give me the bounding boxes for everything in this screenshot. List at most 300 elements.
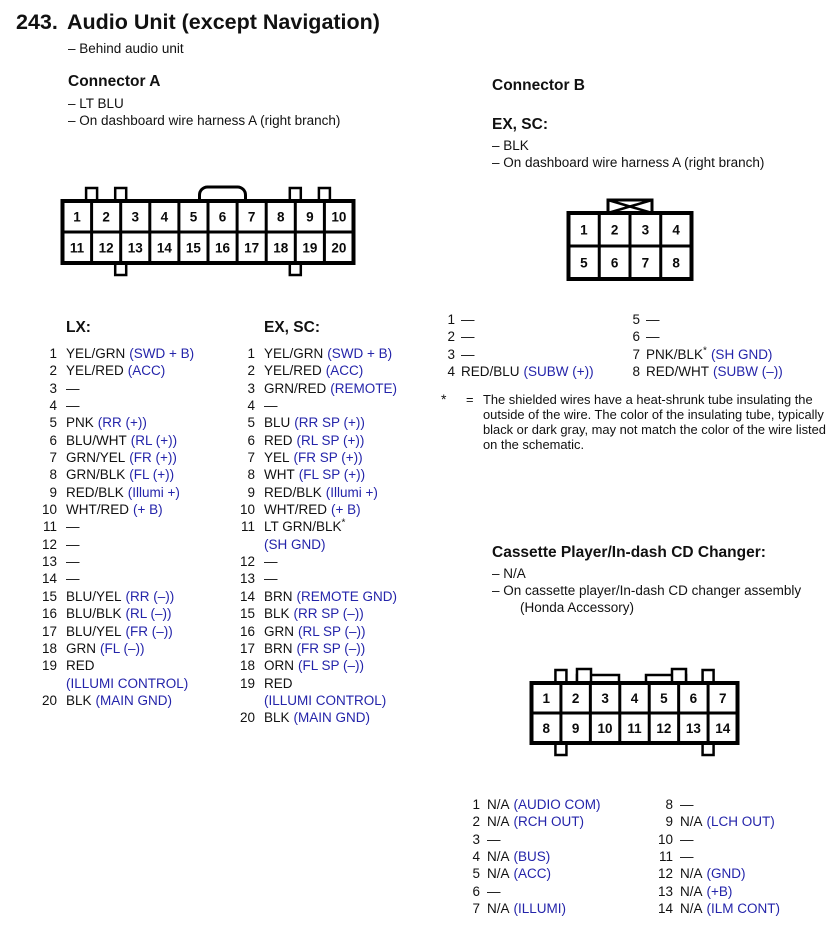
pin-wire-color: BLK	[66, 692, 92, 708]
pin-wire-color: RED	[264, 675, 293, 691]
pin-wire-color: PNK	[66, 415, 94, 431]
connector-a-notes	[68, 95, 340, 129]
pin-signal: (+ B)	[331, 502, 361, 518]
pin-row-1	[446, 311, 594, 328]
pin-cavity-16: 16	[215, 240, 231, 256]
pin-cavity-14: 14	[156, 240, 172, 256]
pin-number: 10	[42, 502, 58, 518]
pin-number: 3	[49, 380, 57, 396]
pin-number: 8	[665, 797, 673, 812]
pin-wire-color: —	[66, 398, 80, 414]
pin-number: 5	[632, 312, 640, 327]
pin-number: 1	[49, 346, 57, 361]
pin-wire-color: —	[461, 346, 475, 362]
cassette-pins-right	[651, 796, 780, 917]
pin-wire-color: PNK/BLK	[646, 346, 704, 362]
pin-cavity-13: 13	[685, 720, 701, 736]
pin-signal: (RL (+))	[130, 432, 178, 448]
pin-wire-color: YEL/RED	[264, 363, 322, 379]
pin-signal: (RL SP (+))	[296, 432, 365, 448]
pin-number: 2	[49, 363, 57, 379]
pin-wire-color: BRN	[264, 640, 293, 656]
pin-cavity-6: 6	[218, 209, 227, 225]
pin-number: 4	[472, 849, 480, 865]
pin-wire-color: BLU/YEL	[66, 623, 122, 639]
pin-wire-color: GRN/RED	[264, 380, 327, 396]
pin-cavity-6: 6	[610, 255, 619, 271]
pin-signal: (ILLUMI)	[513, 901, 567, 917]
connector-b-trim-heading: EX, SC:	[492, 116, 548, 133]
pin-cavity-9: 9	[306, 209, 314, 225]
lx-heading: LX:	[66, 319, 91, 336]
pin-wire-color: N/A	[680, 883, 703, 899]
connector-a-note-color: – LT BLU	[68, 96, 124, 111]
pin-number: 3	[447, 346, 455, 362]
connector-b-left-rows	[446, 311, 594, 380]
pin-signal: (LCH OUT)	[706, 814, 775, 830]
pin-number: 14	[240, 588, 256, 604]
pin-number: 17	[42, 623, 58, 639]
pin-cavity-15: 15	[185, 240, 201, 256]
footnote-equals: =	[466, 392, 474, 407]
pin-signal: (FL (+))	[129, 467, 175, 483]
pin-signal: (RR (+))	[97, 415, 147, 431]
connector-a-note-location: – On dashboard wire harness A (right branch)	[68, 113, 341, 128]
pin-cavity-4: 4	[160, 209, 169, 225]
pin-row-8	[240, 466, 397, 483]
pin-wire-color: RED/WHT	[646, 364, 709, 380]
pin-row-4	[42, 397, 194, 414]
pin-signal: (FL (–))	[100, 640, 145, 656]
pin-cavity-4: 4	[672, 222, 680, 238]
pin-cavity-3: 3	[131, 209, 140, 225]
pin-cavity-3: 3	[601, 690, 609, 706]
pin-wire-color: WHT/RED	[66, 502, 129, 518]
pin-signal: (ACC)	[127, 363, 166, 379]
pin-signal: (Illumi +)	[325, 484, 378, 500]
pin-wire-color: —	[66, 554, 80, 570]
pin-number: 17	[240, 640, 256, 656]
pin-wire-color: YEL	[264, 450, 290, 466]
cassette-note-accessory: (Honda Accessory)	[520, 600, 635, 615]
pin-row-3	[240, 380, 397, 397]
cassette-notes	[492, 565, 801, 616]
pin-wire-color: —	[461, 312, 475, 327]
pin-number: 6	[247, 432, 255, 448]
pin-row-7	[458, 900, 601, 917]
connector-b-pins-right	[631, 311, 783, 380]
pin-cavity-1: 1	[542, 690, 550, 706]
pin-signal: (FR (+))	[129, 450, 177, 466]
pin-number: 8	[247, 467, 255, 483]
pin-wire-color: N/A	[680, 901, 703, 917]
pin-number: 12	[657, 866, 673, 882]
pin-number: 11	[658, 849, 673, 865]
pin-wire-color: N/A	[487, 866, 510, 882]
pin-row-10	[651, 831, 780, 848]
connector-a-lx-list	[42, 318, 194, 709]
pin-row-14	[240, 588, 397, 605]
pin-signal: (FR (–))	[125, 623, 173, 639]
pin-signal: (BUS)	[513, 849, 551, 865]
pin-wire-color: RED/BLK	[264, 484, 322, 500]
pin-cavity-14: 14	[715, 720, 731, 736]
pin-cavity-12: 12	[656, 720, 672, 736]
pin-wire-color: BLU/WHT	[66, 432, 127, 448]
pin-wire-color: GRN/BLK	[66, 467, 126, 483]
pin-row-6	[631, 328, 783, 345]
pin-signal: (MAIN GND)	[293, 710, 371, 726]
pin-wire-color: —	[66, 519, 80, 535]
pin-row-17	[240, 640, 397, 657]
pin-cavity-12: 12	[98, 240, 114, 256]
pin-number: 13	[657, 883, 673, 899]
pin-wire-color: —	[680, 831, 694, 847]
pin-row-4	[458, 848, 601, 865]
pin-wire-color: —	[646, 312, 660, 327]
pin-signal: (FR SP (–))	[296, 640, 366, 656]
pin-number: 1	[247, 346, 255, 361]
pin-number: 7	[247, 450, 255, 466]
pin-signal: (FL SP (+))	[298, 467, 366, 483]
pin-cavity-2: 2	[102, 209, 110, 225]
pin-number: 2	[472, 814, 480, 830]
pin-wire-color: —	[66, 536, 80, 552]
pin-number: 9	[665, 814, 673, 830]
pin-number: 2	[247, 363, 255, 379]
pin-signal: (RL (–))	[125, 606, 172, 622]
pin-row-13	[240, 570, 397, 587]
pin-wire-color: BRN	[264, 588, 293, 604]
connector-b-diagram	[566, 196, 694, 282]
pin-wire-color: —	[487, 831, 501, 847]
shield-asterisk: *	[703, 345, 707, 357]
pin-wire-color: LT GRN/BLK	[264, 519, 342, 535]
pin-number: 5	[49, 415, 57, 431]
connector-b-right-rows	[631, 311, 783, 380]
lx-pin-rows	[42, 345, 194, 709]
pin-number: 11	[240, 519, 255, 535]
pin-row-2	[446, 328, 594, 345]
pin-number: 4	[49, 398, 57, 414]
pin-number: 3	[247, 380, 255, 396]
pin-signal: (ILM CONT)	[706, 901, 781, 917]
pin-number: 6	[49, 432, 57, 448]
pin-number: 16	[240, 623, 256, 639]
pin-row-12	[651, 865, 780, 882]
pin-number: 13	[240, 571, 256, 587]
pin-row-18	[240, 657, 397, 674]
pin-row-17	[42, 623, 194, 640]
pin-number: 1	[472, 797, 480, 812]
pin-signal: (RR (–))	[125, 588, 175, 604]
pin-cavity-7: 7	[247, 209, 256, 225]
pin-signal: (RR SP (–))	[293, 606, 364, 622]
pin-row-7	[631, 346, 783, 363]
pin-wire-color: —	[680, 849, 694, 865]
cassette-right-rows	[651, 796, 780, 917]
pin-row-1	[458, 796, 601, 813]
pin-row-3	[42, 380, 194, 397]
pin-row-5	[458, 865, 601, 882]
pin-wire-color: —	[264, 571, 278, 587]
connector-b-pins-left	[446, 311, 594, 380]
pin-row-19	[42, 657, 194, 692]
pin-cavity-8: 8	[542, 720, 550, 736]
pin-number: 20	[240, 710, 256, 726]
pin-row-2	[458, 813, 601, 830]
pin-row-11	[651, 848, 780, 865]
pin-number: 16	[42, 606, 58, 622]
pin-row-8	[651, 796, 780, 813]
pin-cavity-4: 4	[630, 690, 639, 706]
pin-row-18	[42, 640, 194, 657]
pin-row-20	[240, 709, 397, 726]
pin-cavity-5: 5	[189, 209, 198, 225]
pin-number: 12	[240, 554, 256, 570]
section-number: 243.	[16, 10, 58, 34]
page-subtitle: – Behind audio unit	[68, 41, 184, 56]
exsc-heading: EX, SC:	[264, 319, 320, 336]
pin-number: 5	[472, 866, 480, 882]
pin-wire-color: GRN	[264, 623, 294, 639]
pin-row-8	[631, 363, 783, 380]
pin-row-4	[446, 363, 594, 380]
pin-wire-color: GRN	[66, 640, 96, 656]
pin-wire-color: BLK	[264, 710, 290, 726]
connector-a-heading: Connector A	[68, 73, 161, 90]
pin-number: 4	[447, 364, 455, 380]
connector-b-note-color: – BLK	[492, 138, 529, 153]
pin-wire-color: WHT/RED	[264, 502, 327, 518]
pin-number: 6	[472, 883, 480, 899]
pin-row-5	[240, 414, 397, 431]
pin-cavity-5: 5	[580, 255, 588, 271]
cassette-note-na: – N/A	[492, 566, 526, 581]
pin-wire-color: N/A	[487, 849, 510, 865]
pin-row-10	[240, 501, 397, 518]
connector-b-notes	[492, 137, 764, 171]
pin-row-8	[42, 466, 194, 483]
cassette-connector-diagram	[529, 662, 741, 758]
connector-b-note-location: – On dashboard wire harness A (right branch)	[492, 155, 765, 170]
pin-signal: (SUBW (+))	[523, 364, 594, 380]
pin-row-15	[240, 605, 397, 622]
exsc-pin-rows	[240, 345, 397, 727]
pin-cavity-1: 1	[73, 209, 81, 225]
pin-signal: (SH GND)	[710, 346, 773, 362]
pin-row-13	[651, 883, 780, 900]
pin-wire-color: —	[264, 398, 278, 414]
pin-cavity-8: 8	[672, 255, 680, 271]
pin-row-4	[240, 397, 397, 414]
pin-row-20	[42, 692, 194, 709]
pin-wire-color: BLU/YEL	[66, 588, 122, 604]
pin-row-9	[240, 484, 397, 501]
pin-wire-color: N/A	[487, 814, 510, 830]
pin-row-1	[240, 345, 397, 362]
pin-signal: (+B)	[706, 883, 733, 899]
pin-signal: (REMOTE)	[330, 380, 398, 396]
pin-row-16	[42, 605, 194, 622]
pin-signal: (ACC)	[513, 866, 552, 882]
pin-number: 7	[632, 346, 640, 362]
pin-cavity-20: 20	[331, 240, 347, 256]
pin-signal: (REMOTE GND)	[296, 588, 398, 604]
pin-cavity-11: 11	[69, 240, 85, 256]
pin-row-13	[42, 553, 194, 570]
pin-row-7	[240, 449, 397, 466]
pin-row-3	[446, 346, 594, 363]
pin-row-6	[240, 432, 397, 449]
pin-row-9	[42, 484, 194, 501]
pin-signal: (SWD + B)	[129, 346, 195, 361]
pin-row-14	[651, 900, 780, 917]
pin-row-15	[42, 588, 194, 605]
pin-cavity-18: 18	[273, 240, 289, 256]
pin-row-12	[240, 553, 397, 570]
pin-wire-color: —	[66, 571, 80, 587]
pin-signal: (GND)	[706, 866, 746, 882]
pin-cavity-10: 10	[331, 209, 347, 225]
connector-b-heading: Connector B	[492, 77, 585, 94]
pin-wire-color: BLU	[264, 415, 291, 431]
pin-wire-color: RED/BLK	[66, 484, 124, 500]
shielded-wire-footnote	[441, 392, 826, 452]
pin-cavity-17: 17	[244, 240, 260, 256]
pin-signal: (MAIN GND)	[95, 692, 173, 708]
pin-cavity-6: 6	[689, 690, 698, 706]
pin-signal: (RCH OUT)	[513, 814, 585, 830]
pin-row-16	[240, 623, 397, 640]
pin-signal: (SUBW (–))	[713, 364, 783, 380]
connector-a-exsc-list	[240, 318, 397, 727]
pin-wire-color: RED	[264, 432, 293, 448]
pin-row-6	[458, 883, 601, 900]
pin-wire-color: N/A	[487, 797, 510, 812]
pin-wire-color: N/A	[680, 866, 703, 882]
pin-wire-color: —	[461, 329, 475, 345]
section-title: Audio Unit (except Navigation)	[67, 10, 380, 34]
pin-wire-color: YEL/RED	[66, 363, 124, 379]
pin-wire-color: BLU/BLK	[66, 606, 122, 622]
pin-number: 3	[472, 831, 480, 847]
pin-row-6	[42, 432, 194, 449]
pin-signal: (ACC)	[325, 363, 364, 379]
pin-row-11	[240, 518, 397, 553]
pin-number: 15	[42, 588, 58, 604]
footnote-text: The shielded wires have a heat-shrunk tube insulating the outside of the wire. The color of the insulating tube, typically black or dark gray, may not match the color of the wire listed on the schematic.	[483, 392, 826, 453]
pin-signal: (FL SP (–))	[298, 658, 365, 674]
pin-number: 11	[42, 519, 57, 535]
pin-number: 14	[42, 571, 58, 587]
pin-number: 13	[42, 554, 58, 570]
pin-number: 8	[49, 467, 57, 483]
pin-cavity-5: 5	[660, 690, 668, 706]
pin-signal: (ILLUMI CONTROL)	[66, 675, 189, 691]
pin-signal: (ILLUMI CONTROL)	[264, 692, 387, 708]
pin-row-5	[42, 414, 194, 431]
pin-wire-color: N/A	[680, 814, 703, 830]
pin-row-2	[42, 362, 194, 379]
connector-a-diagram	[60, 184, 356, 280]
pin-cavity-13: 13	[127, 240, 143, 256]
pin-cavity-2: 2	[610, 222, 619, 238]
pin-row-3	[458, 831, 601, 848]
pin-cavity-10: 10	[597, 720, 613, 736]
pin-number: 15	[240, 606, 256, 622]
pin-wire-color: —	[646, 329, 660, 345]
shield-asterisk: *	[341, 517, 346, 529]
pin-row-14	[42, 570, 194, 587]
pin-number: 7	[472, 901, 480, 917]
pin-row-11	[42, 518, 194, 535]
pin-number: 20	[42, 692, 58, 708]
pin-number: 8	[632, 364, 640, 380]
pin-row-7	[42, 449, 194, 466]
pin-number: 10	[657, 831, 673, 847]
pin-row-5	[631, 311, 783, 328]
pin-number: 19	[240, 675, 256, 691]
pin-number: 18	[42, 640, 58, 656]
pin-row-19	[240, 675, 397, 710]
cassette-pins-left	[458, 796, 601, 917]
cassette-heading: Cassette Player/In-dash CD Changer:	[492, 544, 766, 561]
pin-wire-color: —	[487, 883, 501, 899]
pin-wire-color: —	[66, 380, 80, 396]
pin-cavity-2: 2	[571, 690, 580, 706]
pin-signal: (RL SP (–))	[298, 623, 366, 639]
pin-wire-color: —	[680, 797, 694, 812]
pin-wire-color: RED/BLU	[461, 364, 520, 380]
pin-wire-color: YEL/GRN	[66, 346, 126, 361]
pin-number: 1	[447, 312, 455, 327]
pin-number: 18	[240, 658, 256, 674]
pin-signal: (FR SP (+))	[293, 450, 363, 466]
pin-number: 6	[632, 329, 640, 345]
pin-signal: (SWD + B)	[327, 346, 393, 361]
pin-signal: (SH GND)	[264, 536, 326, 552]
pin-signal: (RR SP (+))	[294, 415, 365, 431]
pin-wire-color: GRN/YEL	[66, 450, 126, 466]
pin-wire-color: N/A	[487, 901, 510, 917]
pin-signal: (Illumi +)	[127, 484, 180, 500]
pin-number: 12	[42, 536, 58, 552]
pin-number: 2	[447, 329, 455, 345]
pin-cavity-1: 1	[580, 222, 588, 238]
cassette-left-rows	[458, 796, 601, 917]
pin-wire-color: RED	[66, 658, 95, 674]
pin-wire-color: WHT	[264, 467, 295, 483]
pin-row-1	[42, 345, 194, 362]
pin-row-2	[240, 362, 397, 379]
footnote-asterisk: *	[441, 391, 447, 407]
pin-number: 19	[42, 658, 58, 674]
pin-wire-color: BLK	[264, 606, 290, 622]
pin-number: 5	[247, 415, 255, 431]
pin-wire-color: YEL/GRN	[264, 346, 324, 361]
pin-number: 7	[49, 450, 57, 466]
pin-cavity-3: 3	[641, 222, 650, 238]
pin-cavity-11: 11	[627, 720, 642, 736]
pin-row-9	[651, 813, 780, 830]
pin-number: 14	[657, 901, 673, 917]
pin-number: 9	[49, 484, 57, 500]
pin-cavity-8: 8	[276, 209, 285, 225]
pin-row-10	[42, 501, 194, 518]
page-title	[16, 10, 380, 35]
pin-signal: (+ B)	[133, 502, 163, 518]
